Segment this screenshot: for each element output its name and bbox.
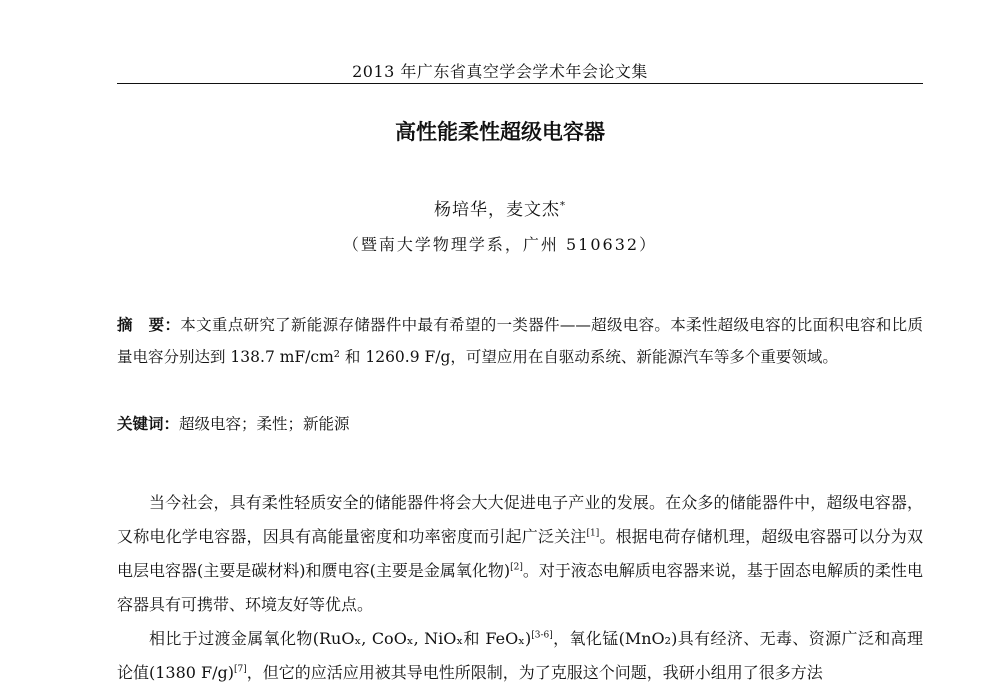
abstract-label: 摘 要： bbox=[117, 316, 181, 334]
citation: [3-6] bbox=[531, 630, 553, 641]
keywords-text: 超级电容；柔性；新能源 bbox=[179, 415, 350, 433]
corresponding-mark: * bbox=[560, 200, 566, 212]
running-header: 2013 年广东省真空学会学术年会论文集 bbox=[352, 62, 648, 81]
keywords-label: 关键词： bbox=[117, 415, 180, 433]
keywords bbox=[117, 410, 923, 438]
citation: [7] bbox=[234, 664, 247, 675]
paragraph-2 bbox=[117, 622, 923, 690]
paragraph-1 bbox=[117, 486, 923, 622]
citation: [1] bbox=[586, 528, 600, 539]
p2-text-c: ，但它的应活应用被其导电性所限制，为了克服这个问题，我研小组用了很多方法 bbox=[246, 663, 823, 682]
affiliation: （暨南大学物理学系，广州 510632） bbox=[342, 235, 658, 254]
p1-text-c: 。对于液态电解质电容器来说，基于固态电解质的柔性电容器具有可携带、环境友好等优点。 bbox=[117, 561, 923, 614]
p2-text-a: 相比于过渡金属氧化物(RuOₓ, CoOₓ, NiOₓ和 FeOₓ) bbox=[149, 629, 532, 648]
paper-title: 高性能柔性超级电容器 bbox=[395, 120, 605, 144]
abstract bbox=[117, 309, 923, 373]
header-rule bbox=[117, 83, 923, 84]
p1-text-b: 。根据电荷存储机理，超级电容器可以分为双电层电容器(主要是碳材料)和赝电容(主要是金属氧化物) bbox=[117, 527, 923, 580]
p2-text-b: ，氧化锰(MnO₂)具有经济、无毒、资源广泛和高理论值(1380 F/g) bbox=[117, 629, 923, 682]
authors bbox=[0, 195, 1000, 220]
author-names: 杨培华，麦文杰 bbox=[434, 200, 560, 220]
body-text bbox=[117, 486, 923, 690]
citation: [2] bbox=[510, 562, 523, 573]
abstract-text: 本文重点研究了新能源存储器件中最有希望的一类器件——超级电容。本柔性超级电容的比面积电容和比质量电容分别达到 138.7 mF/cm² 和 1260.9 F/g，可望应用在自驱动系统、新能源汽车等多个重要领域。 bbox=[117, 316, 923, 366]
p1-text-a: 当今社会，具有柔性轻质安全的储能器件将会大大促进电子产业的发展。在众多的储能器件中，超级电容器，又称电化学电容器，因具有高能量密度和功率密度而引起广泛关注 bbox=[117, 493, 923, 546]
